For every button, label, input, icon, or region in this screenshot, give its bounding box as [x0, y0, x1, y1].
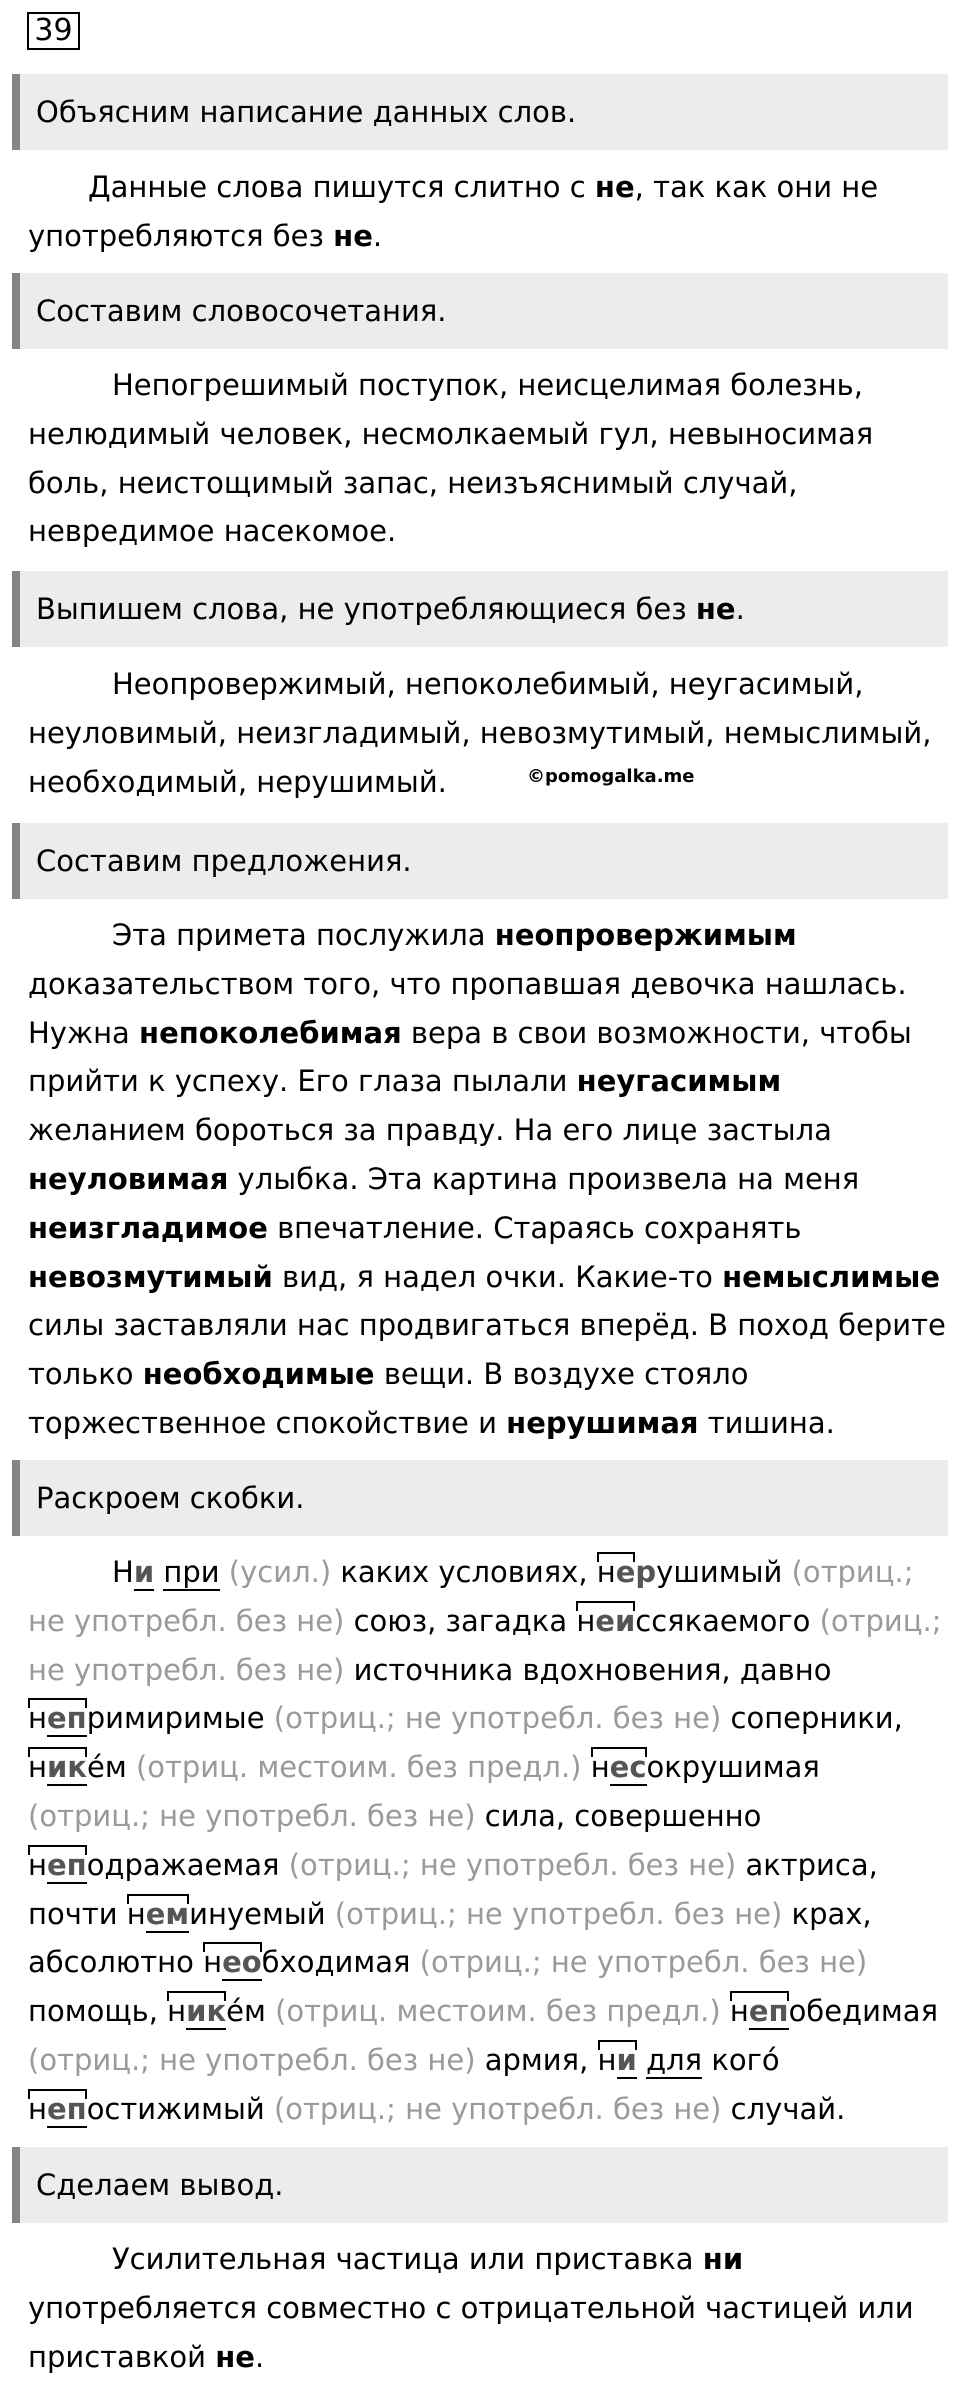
- section-header-phrases: Составим словосочетания.: [12, 273, 948, 349]
- brackets-paragraph: Ни при (усил.) каких условиях, нерушимый (отриц.; не употребл. без не) союз, загадка неиссякаемого (отриц.; не употребл. без не) источника вдохновения, давно непримиримые (отриц.; не употребл. без не) соперники, никéм (отриц. местоим. без предл.) несокрушимая (отриц.; не употребл. без не) сила, совершенно неподражаемая (отриц.; не употребл. без не) актриса, почти неминуемый (отриц.; не употребл. без не) крах, абсолютно необходимая (отриц.; не употребл. без не) помощь, никéм (отриц. местоим. без предл.) непобедимая (отриц.; не употребл. без не) армия, ни для когó непостижимый (отриц.; не употребл. без не) случай.: [28, 1555, 942, 2126]
- section-header-explain: Объясним написание данных слов.: [12, 74, 948, 150]
- section-header-sentences: Составим предложения.: [12, 823, 948, 899]
- section-header-conclusion: Сделаем вывод.: [12, 2147, 948, 2223]
- conclusion-paragraph: Усилительная частица или приставка ни употребляется совместно с отрицательной частицей или приставкой не.: [28, 2242, 914, 2374]
- phrases-paragraph: Непогрешимый поступок, неисцелимая болезнь, нелюдимый человек, несмолкаемый гул, невыносимая боль, неистощимый запас, неизъяснимый случай, невредимое насекомое.: [28, 368, 874, 549]
- sentences-paragraph: Эта примета послужила неопровержимым доказательством того, что пропавшая девочка нашлась. Нужна непоколебимая вера в свои возможности, чтобы прийти к успеху. Его глаза пылали неугасимым желанием бороться за правду. На его лице застыла неуловимая улыбка. Эта картина произвела на меня неизгладимое впечатление. Стараясь сохранять невозмутимый вид, я надел очки. Какие-то немыслимые силы заставляли нас продвигаться вперёд. В поход берите только необходимые вещи. В воздухе стояло торжественное спокойствие и нерушимая тишина.: [28, 918, 946, 1440]
- section-header-brackets: Раскроем скобки.: [12, 1460, 948, 1536]
- explanation-paragraph: Данные слова пишутся слитно с не, так как они не употребляются без не.: [28, 170, 879, 253]
- exercise-number: 39: [27, 12, 80, 50]
- copyright-watermark: ©pomogalka.me: [527, 766, 695, 787]
- words-paragraph: Неопровержимый, непоколебимый, неугасимый, неуловимый, неизгладимый, невозмутимый, немыслимый, необходимый, нерушимый.: [28, 667, 932, 799]
- section-header-words: Выпишем слова, не употребляющиеся без не.: [12, 571, 948, 647]
